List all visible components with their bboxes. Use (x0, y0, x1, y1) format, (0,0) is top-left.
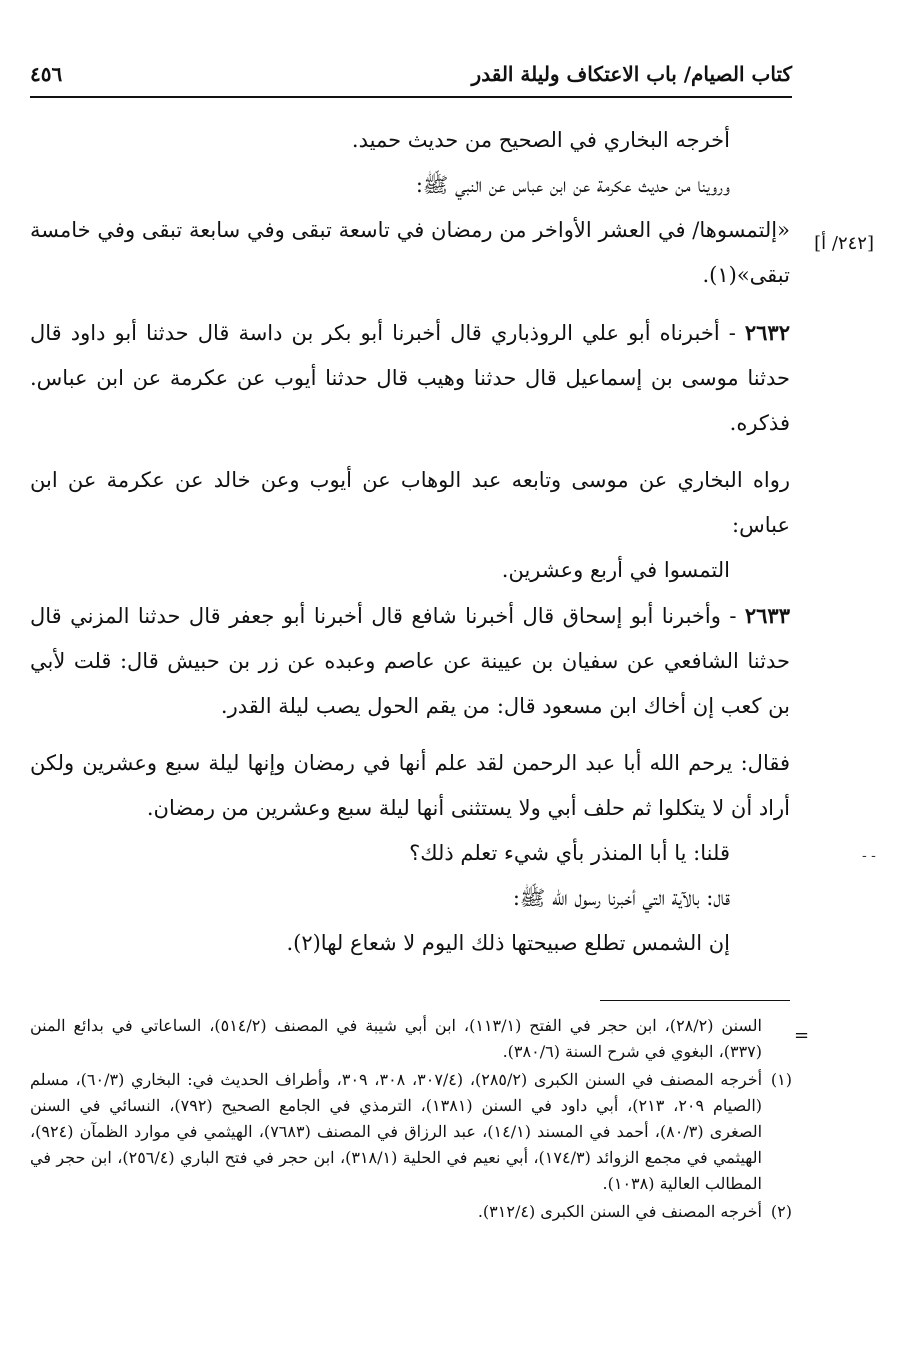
hadith-chain: - وأخبرنا أبو إسحاق قال أخبرنا شافع قال أخبرنا أبو جعفر قال حدثنا المزني قال حدثنا الشافعي عن سفيان بن عيينة عن عاصم وعبده عن زر بن حبيش قال: قلت لأبي بن كعب إن أخاك ابن مسعود قال: من يقم الحول يصب ليلة القدر. (30, 604, 790, 718)
footnote (30, 1199, 792, 1225)
hadith-entry (30, 310, 790, 446)
paragraph: قلنا: يا أبا المنذر بأي شيء تعلم ذلك؟ (409, 841, 730, 865)
manuscript-folio-ref: [٢٤٢/ أ] (814, 233, 874, 254)
edge-mark: - - (862, 848, 876, 864)
footnote-text: أخرجه المصنف في السنن الكبرى (٢٨٥/٢)، (٣٠٧/٤، ٣٠٨، ٣٠٩، وأطراف الحديث في: البخاري (٦٠/٣)، مسلم (الصيام ٢٠٩، ٢١٣)، أبي داود في السنن (١٣٨١)، الترمذي في الجامع الصحيح (٧٩٢)، النسائي في السنن الصغرى (٨٠/٣)، أحمد في المسند (١٤/١)، عبد الرزاق في المصنف (٧٦٨٣)، الهيثمي في موارد الظمآن (٩٢٤)، الهيثمي في مجمع الزوائد (١٧٤/٣)، أبي نعيم في الحلية (٣١٨/١)، ابن حجر في فتح الباري (٢٥٦/٤)، ابن حجر في المطالب العالية (١٠٣٨). (30, 1070, 763, 1193)
paragraph: فقال: يرحم الله أبا عبد الرحمن لقد علم أنها في رمضان وإنها ليلة سبع وعشرين ولكن أراد أن لا يتكلوا ثم حلف أبي ولا يستثنى أنها ليلة سبع وعشرين من رمضان. (30, 751, 790, 820)
footnote-continuation-mark: = (794, 1025, 810, 1046)
paragraph: إن الشمس تطلع صبيحتها ذلك اليوم لا شعاع لها(٢). (286, 931, 730, 955)
page-number: ٤٥٦ (30, 62, 63, 86)
hadith-number: ٢٦٣٣ (744, 603, 790, 628)
paragraph: وروينا من حديث عكرمة عن ابن عباس عن النبي ﷺ: (415, 173, 730, 197)
hadith-number: ٢٦٣٢ (744, 320, 790, 345)
footnote-text: أخرجه المصنف في السنن الكبرى (٣١٢/٤). (477, 1202, 762, 1221)
footnote-mark: (١) (770, 1070, 792, 1089)
footnote (30, 1067, 792, 1197)
footnotes (30, 1013, 792, 1227)
paragraph: أخرجه البخاري في الصحيح من حديث حميد. (351, 128, 730, 152)
running-header (30, 62, 792, 98)
footnote-continuation: السنن (٢٨/٢)، ابن حجر في الفتح (١١٣/١)، ابن أبي شيبة في المصنف (٥١٤/٢)، الساعاتي في بدائع المنن (٣٣٧)، البغوي في شرح السنة (٣٨٠/٦). (30, 1016, 763, 1061)
paragraph: قال: بالآية التي أخبرنا رسول الله ﷺ: (512, 886, 730, 910)
main-text (30, 118, 790, 966)
header-title: كتاب الصيام/ باب الاعتكاف وليلة القدر (471, 62, 792, 86)
hadith-entry (30, 593, 790, 729)
hadith-chain: - أخبرناه أبو علي الروذباري قال أخبرنا أبو بكر بن داسة قال حدثنا أبو داود قال حدثنا موسى بن إسماعيل قال حدثنا وهيب قال حدثنا أيوب عن عكرمة عن ابن عباس. فذكره. (30, 321, 790, 435)
footnote-separator (600, 1000, 790, 1001)
footnote-mark: (٢) (770, 1202, 792, 1221)
paragraph: رواه البخاري عن موسى وتابعه عبد الوهاب عن أيوب وعن خالد عن عكرمة عن ابن عباس: (30, 468, 790, 537)
paragraph: التمسوا في أربع وعشرين. (501, 558, 730, 582)
hadith-text: «إلتمسوها/ في العشر الأواخر من رمضان في تاسعة تبقى وفي سابعة تبقى وفي خامسة تبقى»(١). (30, 218, 790, 287)
